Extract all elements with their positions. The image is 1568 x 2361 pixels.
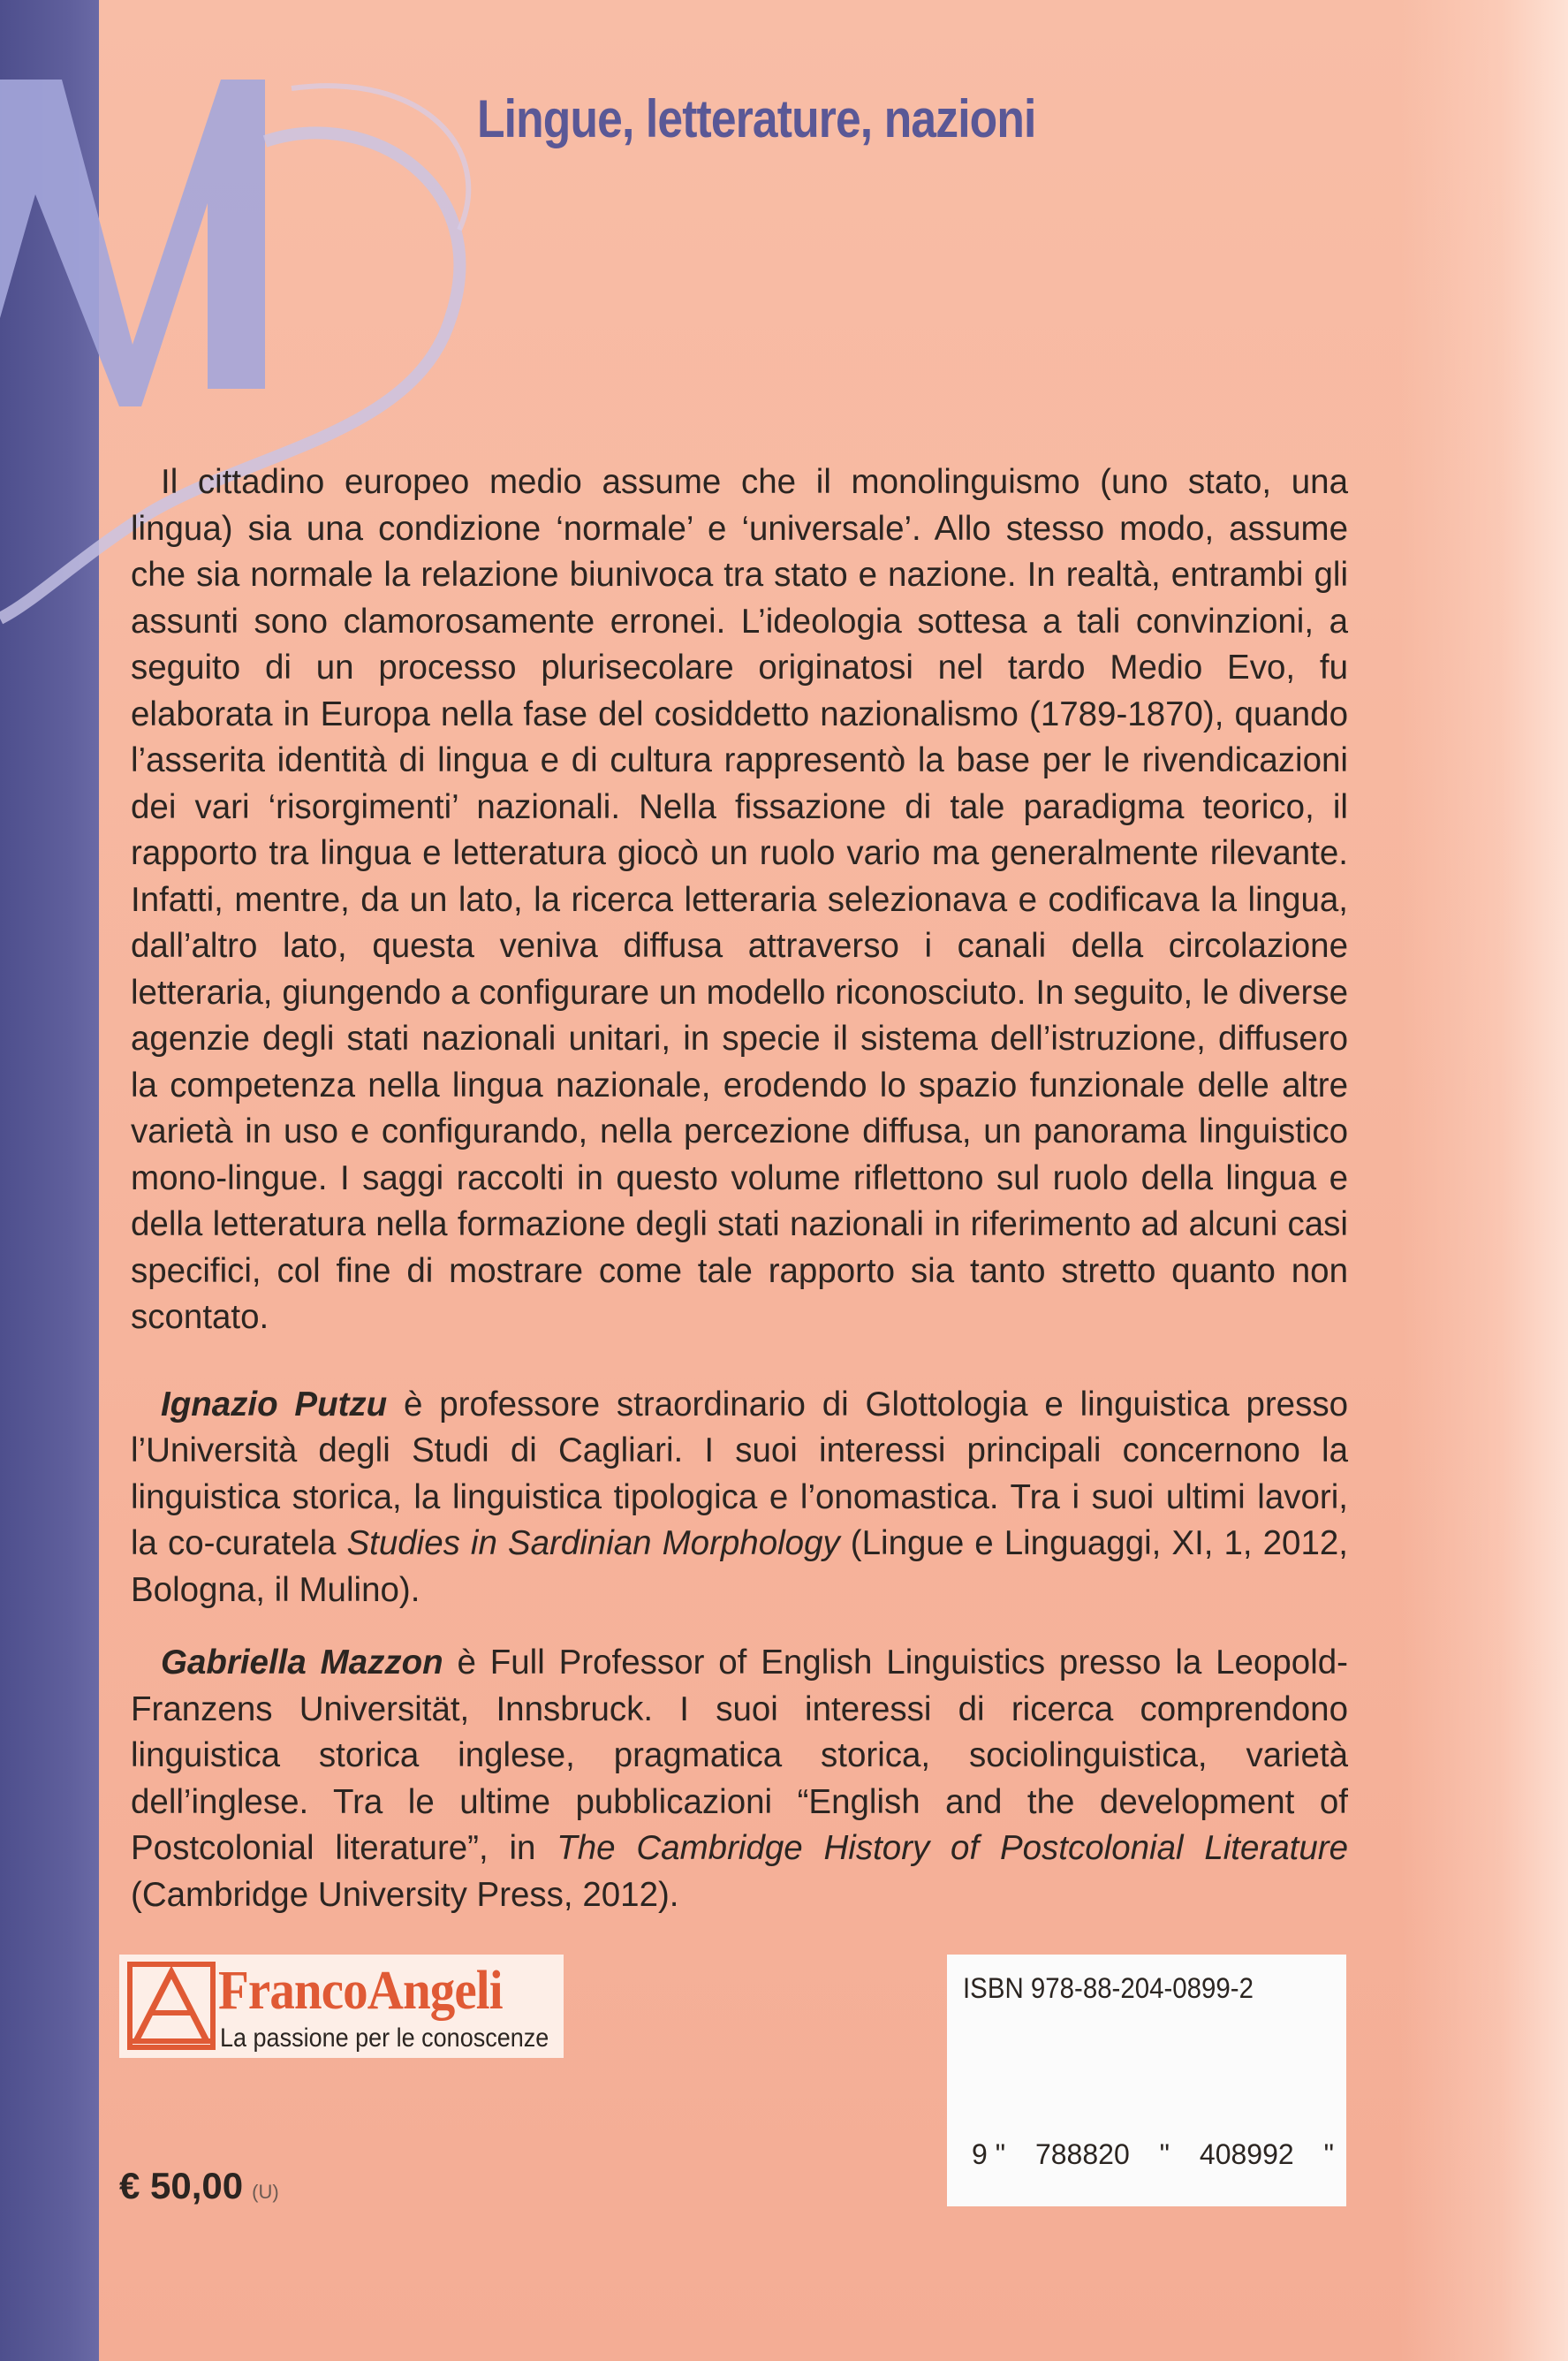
bio-text: (Cambridge University Press, 2012). — [131, 1875, 679, 1914]
isbn-number: ISBN 978-88-204-0899-2 — [963, 1972, 1254, 2004]
author-bio-putzu — [131, 1382, 1348, 1614]
author-name: Gabriella Mazzon — [161, 1644, 443, 1682]
back-cover-text — [131, 459, 1348, 1918]
bio-work-title: The Cambridge History of Postcolonial Literature — [557, 1829, 1348, 1867]
bio-work-title: Studies in Sardinian Morphology — [346, 1524, 840, 1562]
publisher-logo — [119, 1955, 564, 2058]
barcode-digit-group: " — [1159, 2138, 1170, 2170]
bio-text: (Lingue e Linguaggi, XI, 1, 2012, Bologna, il Mulino). — [131, 1524, 1348, 1609]
publisher-emblem-icon — [126, 1962, 216, 2050]
price-code: (U) — [252, 2181, 279, 2203]
barcode-digits — [972, 2138, 1334, 2171]
bio-text: è professore straordinario di Glottologia e linguistica presso l’Università degli Studi di Cagliari. I suoi interessi principali concernono la linguistica storica, la linguistica tipologica e l’onomastica. Tra i suoi ultimi lavori, la co-curatela — [131, 1385, 1348, 1562]
book-title: Lingue, letterature, nazioni — [477, 89, 1036, 148]
barcode-digit-group: 788820 — [1034, 2138, 1130, 2170]
barcode-digit-group: 9 " — [972, 2138, 1006, 2170]
book-description: Il cittadino europeo medio assume che il monolinguismo (uno stato, una lingua) sia una condizione ‘normale’ e ‘universale’. Allo stesso modo, assume che sia normale la relazione biunivoca tra stato e nazione. In realtà, entrambi gli assunti sono clamorosamente erronei. L’ideologia sottesa a tali convinzioni, a seguito di un processo plurisecolare originatosi nel tardo Medio Evo, fu elaborata in Europa nella fase del cosiddetto nazionalismo (1789-1870), quando l’asserita identità di lingua e di cultura rappresentò la base per le rivendicazioni dei vari ‘risorgimenti’ nazionali. Nella fissazione di tale paradigma teorico, il rapporto tra lingua e letteratura giocò un ruolo vario ma generalmente rilevante. Infatti, mentre, da un lato, la ricerca letteraria selezionava e codificava la lingua, dall’altro lato, questa veniva diffusa attraverso i canali della circolazione letteraria, giungendo a configurare un modello riconosciuto. In seguito, le diverse agenzie degli stati nazionali unitari, in specie il sistema dell’istruzione, diffusero la competenza nella lingua nazionale, erodendo lo spazio funzionale delle altre varietà in uso e configurando, nella percezione diffusa, un panorama linguistico mono-lingue. I saggi raccolti in questo volume riflettono sul ruolo della lingua e della letteratura nella formazione degli stati nazionali in riferimento ad alcuni casi specifici, col fine di mostrare come tale rapporto sia tanto stretto quanto non scontato. — [131, 463, 1348, 1336]
barcode-digit-group: 408992 — [1199, 2138, 1294, 2170]
author-name: Ignazio Putzu — [161, 1385, 388, 1423]
publisher-tagline: La passione per le conoscenze — [220, 2023, 549, 2053]
price-value: € 50,00 — [119, 2165, 244, 2206]
isbn-barcode-box — [947, 1955, 1346, 2206]
publisher-name: FrancoAngeli — [218, 1961, 503, 2021]
bio-text: è Full Professor of English Linguistics presso la Leopold-Franzens Universität, Innsbruck. I suoi interessi di ricerca comprendono linguistica storica inglese, pragmatica storica, sociolinguistica, varietà dell’inglese. Tra le ultime pubblicazioni “English and the development of Postcolonial literature”, in — [131, 1644, 1348, 1867]
cover-edge-highlight — [1400, 0, 1568, 2361]
barcode-digit-group: " — [1323, 2138, 1334, 2170]
author-bio-mazzon — [131, 1640, 1348, 1918]
price-label — [119, 2165, 279, 2207]
